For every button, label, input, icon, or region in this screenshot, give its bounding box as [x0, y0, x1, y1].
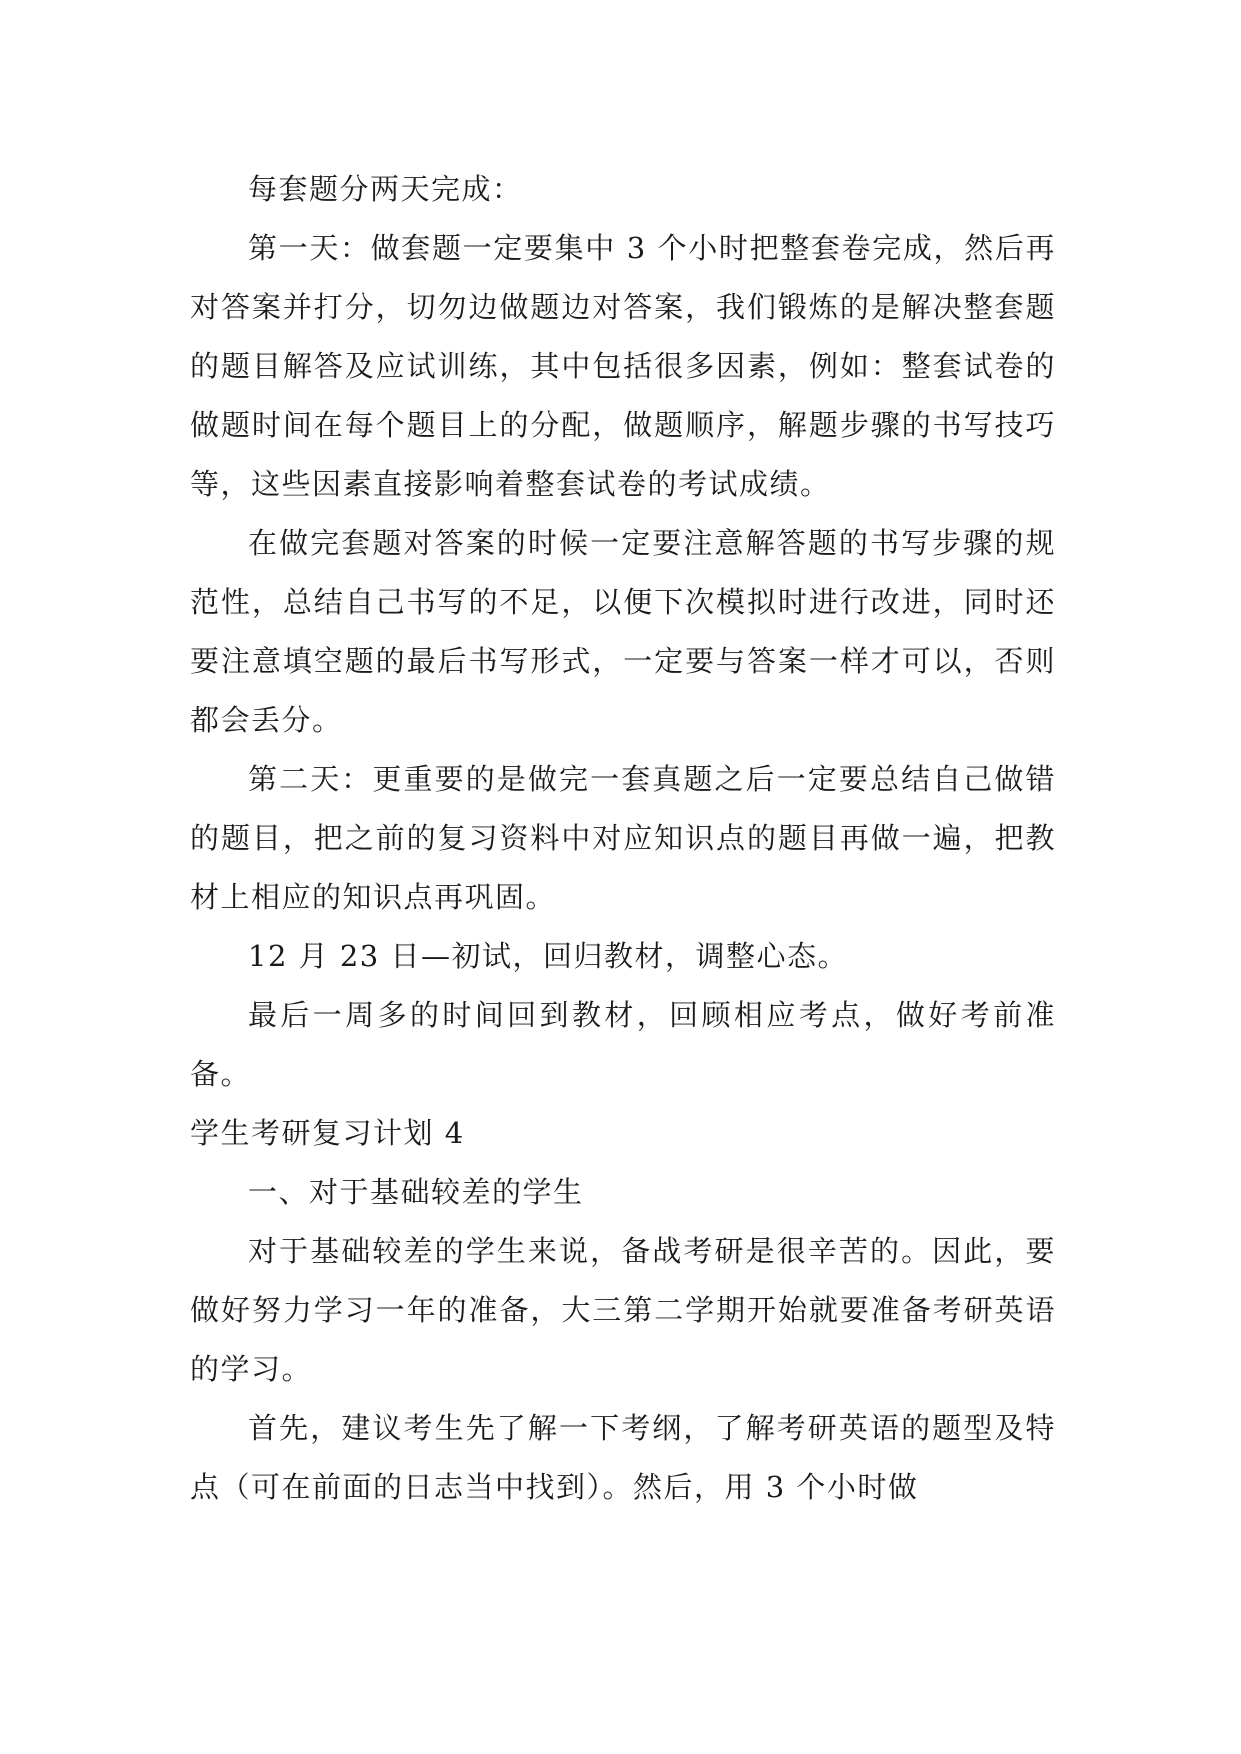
- section-heading: 学生考研复习计划 4: [190, 1116, 465, 1150]
- paragraph-first-steps: 首先，建议考生先了解一下考纲，了解考研英语的题型及特点（可在前面的日志当中找到）。然后，用 3 个小时做: [190, 1411, 1056, 1504]
- paragraph-schedule-intro: 每套题分两天完成：: [248, 172, 523, 206]
- paragraph-answer-review: 在做完套题对答案的时候一定要注意解答题的书写步骤的规范性，总结自己书写的不足，以便下次模拟时进行改进，同时还要注意填空题的最后书写形式，一定要与答案一样才可以，否则都会丢分。: [190, 526, 1056, 737]
- paragraph-weak-foundation: 对于基础较差的学生来说，备战考研是很辛苦的。因此，要做好努力学习一年的准备，大三第二学期开始就要准备考研英语的学习。: [190, 1234, 1056, 1386]
- paragraph-day-two: 第二天：更重要的是做完一套真题之后一定要总结自己做错的题目，把之前的复习资料中对应知识点的题目再做一遍，把教材上相应的知识点再巩固。: [190, 762, 1056, 914]
- paragraph-final-week: 最后一周多的时间回到教材，回顾相应考点，做好考前准备。: [190, 998, 1056, 1091]
- paragraph-exam-date: 12 月 23 日—初试，回归教材，调整心态。: [248, 939, 848, 973]
- paragraph-day-one: 第一天：做套题一定要集中 3 个小时把整套卷完成，然后再对答案并打分，切勿边做题边对答案，我们锻炼的是解决整套题的题目解答及应试训练，其中包括很多因素，例如：整套试卷的做题时间在每个题目上的分配，做题顺序，解题步骤的书写技巧等，这些因素直接影响着整套试卷的考试成绩。: [190, 231, 1056, 501]
- document-body: [190, 160, 1056, 1517]
- subsection-heading: 一、对于基础较差的学生: [248, 1175, 584, 1209]
